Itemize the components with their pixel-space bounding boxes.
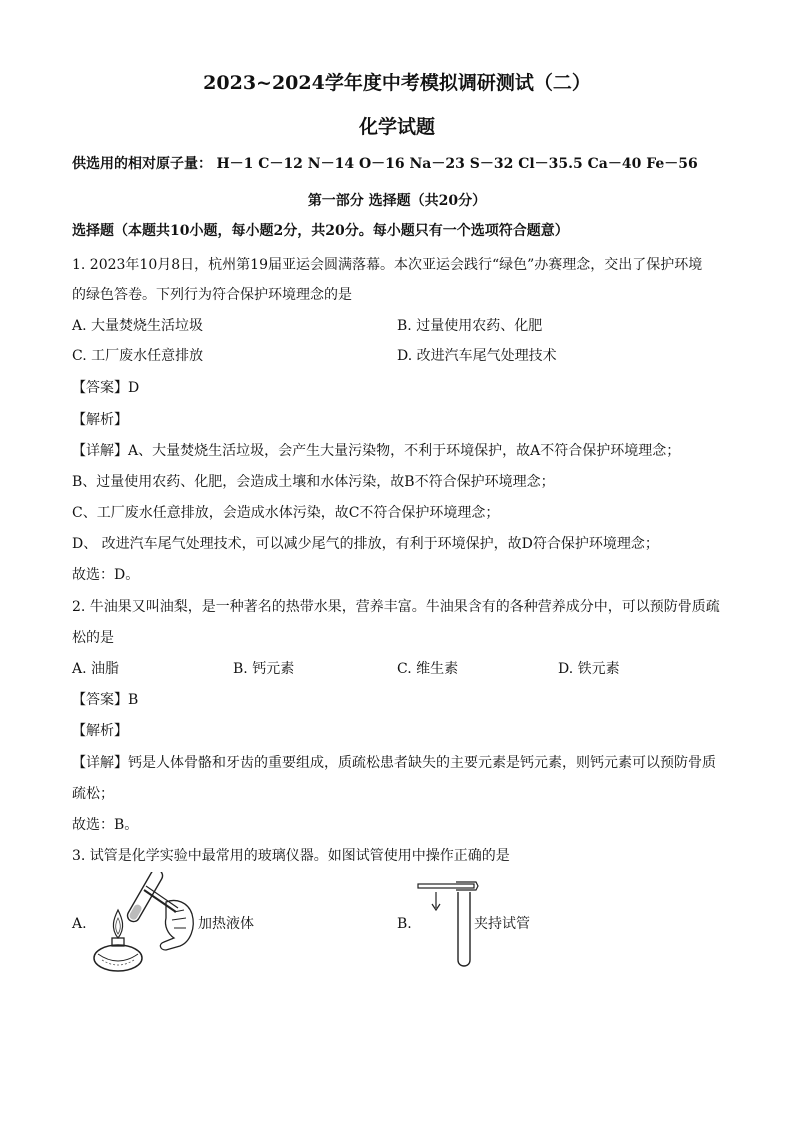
atomic-mass-values: H－1 C－12 N－14 O－16 Na－23 S－32 Cl－35.5 Ca－40 Fe－56 [216,156,698,172]
q1-stem-line1: 1. 2023年10月8日，杭州第19届亚运会圆满落幕。本次亚运会践行“绿色”办赛理念，交出了保护环境 [72,257,703,273]
atomic-mass-label: 供选用的相对原子量： [72,156,212,172]
hand-icon [160,901,193,951]
tube-holder-icon [418,882,478,890]
exam-subtitle: 化学试题 [358,116,435,138]
q2-detail-line: 【详解】钙是人体骨骼和牙齿的重要组成，质疏松患者缺失的主要元素是钙元素，则钙元素可以预防骨质 [72,755,716,771]
q1-option-a: A. 大量焚烧生活垃圾 [72,318,204,334]
q2-option-d: D. 铁元素 [558,661,620,677]
part1-instructions: 选择题（本题共10小题，每小题2分，共20分。每小题只有一个选项符合题意） [72,223,569,239]
q1-stem-line2: 的绿色答卷。下列行为符合保护环境理念的是 [72,287,352,303]
q1-analysis: 【解析】 [72,412,128,428]
q3-option-b-label: 夹持试管 [474,916,530,932]
q1-detail-line: C、工厂废水任意排放，会造成水体污染，故C不符合保护环境理念； [72,505,500,521]
q1-option-c: C. 工厂废水任意排放 [72,348,204,364]
q2-stem-line1: 2. 牛油果又叫油梨，是一种著名的热带水果，营养丰富。牛油果含有的各种营养成分中，可以预防骨质疏 [72,599,720,615]
q1-detail-line: B、过量使用农药、化肥，会造成土壤和水体污染，故B不符合保护环境理念； [72,474,555,490]
test-tube-icon [458,892,470,966]
down-arrow-icon [432,892,440,910]
q1-answer: 【答案】D [72,380,140,396]
atomic-mass-row [72,154,698,174]
q2-detail-line: 疏松； [72,786,114,802]
q3-option-b-letter: B. [397,916,412,932]
q1-option-b: B. 过量使用农药、化肥 [397,318,543,334]
q2-answer: 【答案】B [72,692,139,708]
test-tube-icon [125,872,164,924]
q1-detail-line: 【详解】A、大量焚烧生活垃圾，会产生大量污染物，不利于环境保护，故A不符合保护环境理念； [72,443,681,459]
q2-stem-line2: 松的是 [72,630,114,646]
q1-detail-line: D、 改进汽车尾气处理技术，可以减少尾气的排放，有利于环境保护，故D符合保护环境理念； [72,536,659,552]
q2-conclusion: 故选：B。 [72,817,139,833]
q3-option-a-label: 加热液体 [198,916,254,932]
q2-option-c: C. 维生素 [397,661,459,677]
q3-option-a-letter: A. [72,916,87,932]
q2-option-a: A. 油脂 [72,661,120,677]
part1-heading: 第一部分 选择题（共20分） [307,193,487,209]
q2-option-b: B. 钙元素 [233,661,295,677]
exam-title: 2023~2024学年度中考模拟调研测试（二） [203,72,591,94]
heating-liquid-figure [84,872,202,976]
q1-conclusion: 故选：D。 [72,567,140,583]
alcohol-lamp-icon [94,945,142,971]
q1-option-d: D. 改进汽车尾气处理技术 [397,348,557,364]
q3-stem: 3. 试管是化学实验中最常用的玻璃仪器。如图试管使用中操作正确的是 [72,848,510,864]
q2-analysis: 【解析】 [72,723,128,739]
tube-holder-icon [144,886,178,912]
